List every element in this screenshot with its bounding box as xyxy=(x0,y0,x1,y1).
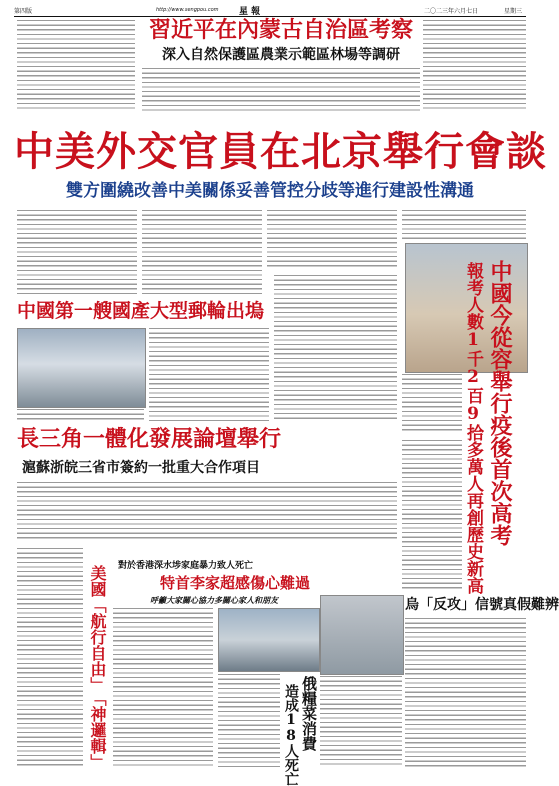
story1-left-text xyxy=(17,20,135,112)
issue-date: 二〇二三年六月七日 xyxy=(424,8,479,15)
cruise-text-1 xyxy=(149,328,269,421)
paper-name: 星 報 xyxy=(239,7,261,17)
us-headline-2: 「神邏輯」 xyxy=(88,690,107,770)
paper-url[interactable]: http://www.sengpou.com xyxy=(156,7,219,13)
story1-headline: 習近平在內蒙古自治區考察 xyxy=(148,17,413,43)
hk-headline: 特首李家超感傷心難過 xyxy=(160,574,311,592)
delta-headline: 長三角一體化發展論壇舉行 xyxy=(17,426,282,452)
hk-text-2 xyxy=(218,674,280,768)
hk-kicker: 對於香港深水埗家庭暴力致人死亡 xyxy=(118,561,254,571)
us-text-left xyxy=(17,548,83,768)
hk-text-1 xyxy=(113,608,213,768)
banner-subhead: 雙方圍繞改善中美關係妥善管控分歧等進行建設性溝通 xyxy=(66,181,474,201)
cruise-text-2 xyxy=(274,275,397,421)
issue-weekday: 星期三 xyxy=(504,8,523,15)
cruise-photo xyxy=(17,328,146,408)
hk-photo xyxy=(218,608,320,672)
cruise-caption xyxy=(17,409,144,421)
cruise-headline: 中國第一艘國產大型郵輪出塢 xyxy=(17,300,265,322)
russia-text xyxy=(320,676,402,768)
us-headline-1: 美國「航行自由」 xyxy=(88,565,107,693)
russia-photo xyxy=(320,595,404,675)
page-number: 第四版 xyxy=(14,8,33,15)
exam-text-1 xyxy=(402,374,462,434)
story1-right-text xyxy=(423,20,526,112)
banner-story-text-4 xyxy=(402,210,526,240)
story1-subhead: 深入自然保護區農業示範區林場等調研 xyxy=(162,47,400,63)
delta-subhead: 滬蘇浙皖三省市簽約一批重大合作項目 xyxy=(22,460,260,476)
delta-text xyxy=(17,482,397,542)
birds-headline: 烏「反攻」信號真假難辨 xyxy=(405,597,559,613)
birds-text xyxy=(405,618,526,768)
banner-story-text-1 xyxy=(17,210,137,295)
banner-story-text-3 xyxy=(267,210,397,270)
russia-headline-1: 俄糧菜消費 xyxy=(300,676,318,751)
story1-center-text xyxy=(142,68,420,112)
exam-headline-1: 中國今從容舉行疫後首次高考 xyxy=(487,260,513,546)
banner-headline: 中美外交官員在北京舉行會談 xyxy=(14,128,547,175)
exam-text-2 xyxy=(402,440,462,590)
banner-story-text-2 xyxy=(142,210,262,295)
exam-headline-2: 報考人數1千2百9拾多萬人再創歷史新高 xyxy=(463,262,483,594)
russia-headline-2: 造成18人死亡 xyxy=(283,684,299,786)
hk-subhead: 呼籲大家關心協力多關心家人和朋友 xyxy=(150,595,278,605)
masthead xyxy=(14,4,526,17)
